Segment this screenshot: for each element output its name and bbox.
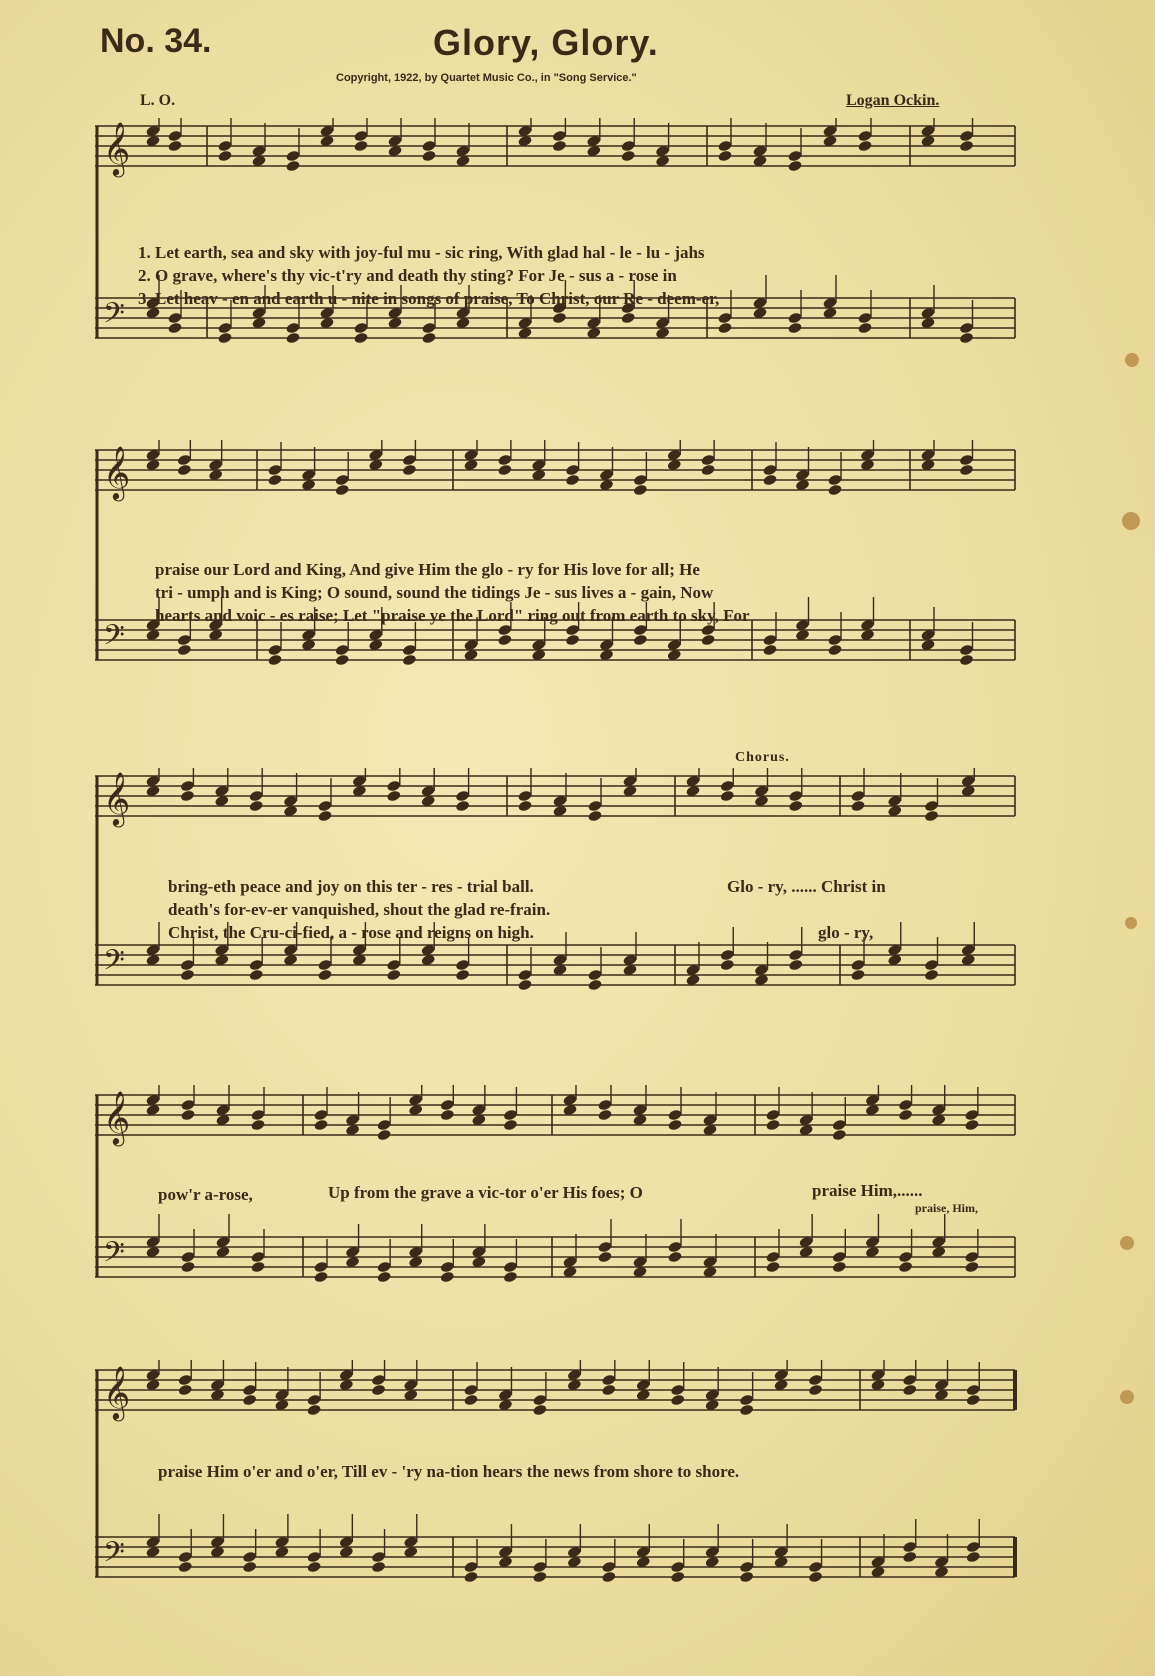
note-head <box>597 1251 612 1264</box>
note-head <box>249 969 264 982</box>
composer-name: Logan Ockin. <box>846 92 940 109</box>
lyric-line: 2. O grave, where's thy vic-t'ry and death thy sting? For Je - sus a - rose in <box>138 266 677 285</box>
note-head <box>242 1394 257 1407</box>
note-head <box>787 322 802 335</box>
note-head <box>762 474 777 487</box>
note-head <box>402 464 417 477</box>
note-head <box>217 332 232 345</box>
lyric-line: praise Him o'er and o'er, Till ev - 'ry na-tion hears the news from shore to shore. <box>158 1462 740 1481</box>
note-head <box>178 1561 193 1574</box>
note-head <box>700 634 715 647</box>
note-head <box>250 1261 265 1274</box>
note-head <box>317 969 332 982</box>
copyright-notice: Copyright, 1922, by Quartet Music Co., in "Song Service." <box>336 72 637 84</box>
note-head <box>827 484 842 497</box>
note-head <box>421 332 436 345</box>
note-head <box>959 654 974 667</box>
note-head <box>313 1271 328 1284</box>
note-head <box>565 634 580 647</box>
note-head <box>306 1404 321 1417</box>
note-head <box>857 322 872 335</box>
note-head <box>242 1561 257 1574</box>
note-head <box>601 1571 616 1584</box>
note-head <box>959 464 974 477</box>
note-head <box>463 1394 478 1407</box>
note-head <box>455 800 470 813</box>
note-head <box>552 312 567 325</box>
punch-hole <box>1120 1236 1134 1250</box>
note-head <box>463 1571 478 1584</box>
note-head <box>376 1271 391 1284</box>
bass-clef-icon: 𝄢 <box>103 619 125 659</box>
note-head <box>177 464 192 477</box>
chorus-lyric: Glo - ry, ...... Christ in <box>727 877 886 896</box>
note-head <box>306 1561 321 1574</box>
lyric-line: praise Him,...... <box>812 1181 923 1200</box>
chorus-lyric-under: glo - ry, <box>818 923 874 942</box>
note-head <box>552 140 567 153</box>
note-head <box>317 810 332 823</box>
note-head <box>667 1251 682 1264</box>
note-head <box>670 1571 685 1584</box>
note-head <box>601 1384 616 1397</box>
note-head <box>633 634 648 647</box>
lyric-under: praise, Him, <box>915 1201 978 1215</box>
note-head <box>497 634 512 647</box>
treble-clef-icon: 𝄞 <box>103 1365 131 1419</box>
lyric-line: hearts and voic - es raise; Let "praise ye the Lord" ring out from earth to sky, For <box>155 606 750 625</box>
note-head <box>902 1384 917 1397</box>
note-head <box>497 464 512 477</box>
note-head <box>517 979 532 992</box>
note-head <box>765 1119 780 1132</box>
note-head <box>832 1129 847 1142</box>
lyric-line: pow'r a-rose, <box>158 1185 253 1204</box>
note-head <box>386 790 401 803</box>
note-head <box>739 1404 754 1417</box>
note-head <box>180 790 195 803</box>
note-head <box>587 810 602 823</box>
bass-clef-icon: 𝄢 <box>103 297 125 337</box>
note-head <box>180 969 195 982</box>
note-head <box>178 1384 193 1397</box>
note-head <box>177 644 192 657</box>
note-head <box>832 1261 847 1274</box>
note-head <box>788 800 803 813</box>
note-head <box>267 654 282 667</box>
note-head <box>787 160 802 173</box>
note-head <box>827 644 842 657</box>
note-head <box>402 654 417 667</box>
note-head <box>353 332 368 345</box>
note-head <box>762 644 777 657</box>
bass-clef-icon: 𝄢 <box>103 1536 125 1576</box>
note-head <box>180 1109 195 1122</box>
note-head <box>217 150 232 163</box>
treble-clef-icon: 𝄞 <box>103 1090 131 1144</box>
lyric-line: Christ, the Cru-ci-fied, a - rose and reigns on high. <box>168 923 534 942</box>
bass-clef-icon: 𝄢 <box>103 1236 125 1276</box>
note-head <box>167 322 182 335</box>
note-head <box>959 140 974 153</box>
note-head <box>633 484 648 497</box>
note-head <box>371 1561 386 1574</box>
lyric-line: 1. Let earth, sea and sky with joy-ful mu - sic ring, With glad hal - le - lu - jahs <box>138 243 705 262</box>
lyric-line: praise our Lord and King, And give Him the glo - ry for His love for all; He <box>155 560 700 579</box>
note-head <box>267 474 282 487</box>
note-head <box>924 810 939 823</box>
lyricist-initials: L. O. <box>140 92 176 109</box>
note-head <box>808 1571 823 1584</box>
note-head <box>720 790 735 803</box>
note-head <box>670 1394 685 1407</box>
note-head <box>621 150 636 163</box>
note-head <box>966 1551 981 1564</box>
note-head <box>850 800 865 813</box>
lyric-line: Up from the grave a vic-tor o'er His foes; O <box>328 1183 643 1202</box>
note-head <box>335 654 350 667</box>
punch-hole <box>1122 512 1140 530</box>
note-head <box>532 1571 547 1584</box>
note-head <box>850 969 865 982</box>
note-head <box>532 1404 547 1417</box>
note-head <box>717 322 732 335</box>
punch-hole <box>1125 353 1139 367</box>
treble-clef-icon: 𝄞 <box>103 771 131 825</box>
note-head <box>565 474 580 487</box>
note-head <box>808 1384 823 1397</box>
note-head <box>700 464 715 477</box>
treble-clef-icon: 𝄞 <box>103 121 131 175</box>
note-head <box>788 959 803 972</box>
note-head <box>857 140 872 153</box>
note-head <box>898 1109 913 1122</box>
note-head <box>964 1119 979 1132</box>
note-head <box>335 484 350 497</box>
note-head <box>964 1261 979 1274</box>
note-head <box>285 160 300 173</box>
note-head <box>503 1119 518 1132</box>
note-head <box>898 1261 913 1274</box>
note-head <box>421 150 436 163</box>
note-head <box>717 150 732 163</box>
note-head <box>765 1261 780 1274</box>
hymn-title: Glory, Glory. <box>433 22 659 63</box>
note-head <box>371 1384 386 1397</box>
punch-hole <box>1120 1390 1134 1404</box>
lyric-line: bring-eth peace and joy on this ter - res - trial ball. <box>168 877 534 896</box>
note-head <box>503 1271 518 1284</box>
note-head <box>180 1261 195 1274</box>
note-head <box>720 959 735 972</box>
lyric-line: tri - umph and is King; O sound, sound the tidings Je - sus lives a - gain, Now <box>155 583 714 602</box>
treble-clef-icon: 𝄞 <box>103 445 131 499</box>
note-head <box>455 969 470 982</box>
note-head <box>250 1119 265 1132</box>
bass-clef-icon: 𝄢 <box>103 944 125 984</box>
note-head <box>597 1109 612 1122</box>
note-head <box>313 1119 328 1132</box>
note-head <box>667 1119 682 1132</box>
punch-hole <box>1125 917 1137 929</box>
lyric-line: 3. Let heav - en and earth u - nite in songs of praise, To Christ, our Re - deem-er, <box>138 289 720 308</box>
note-head <box>167 140 182 153</box>
note-head <box>959 332 974 345</box>
note-head <box>376 1129 391 1142</box>
note-head <box>440 1109 455 1122</box>
note-head <box>587 979 602 992</box>
note-head <box>285 332 300 345</box>
music-system-4 <box>95 1085 1025 1345</box>
note-head <box>739 1571 754 1584</box>
note-head <box>440 1271 455 1284</box>
lyric-line: death's for-ev-er vanquished, shout the glad re-frain. <box>168 900 551 919</box>
note-head <box>249 800 264 813</box>
note-head <box>353 140 368 153</box>
note-head <box>966 1394 981 1407</box>
chorus-label: Chorus. <box>735 750 790 765</box>
music-system-5 <box>95 1360 1025 1650</box>
note-head <box>386 969 401 982</box>
note-head <box>902 1551 917 1564</box>
note-head <box>621 312 636 325</box>
hymn-number: No. 34. <box>100 22 212 60</box>
note-head <box>517 800 532 813</box>
note-head <box>924 969 939 982</box>
